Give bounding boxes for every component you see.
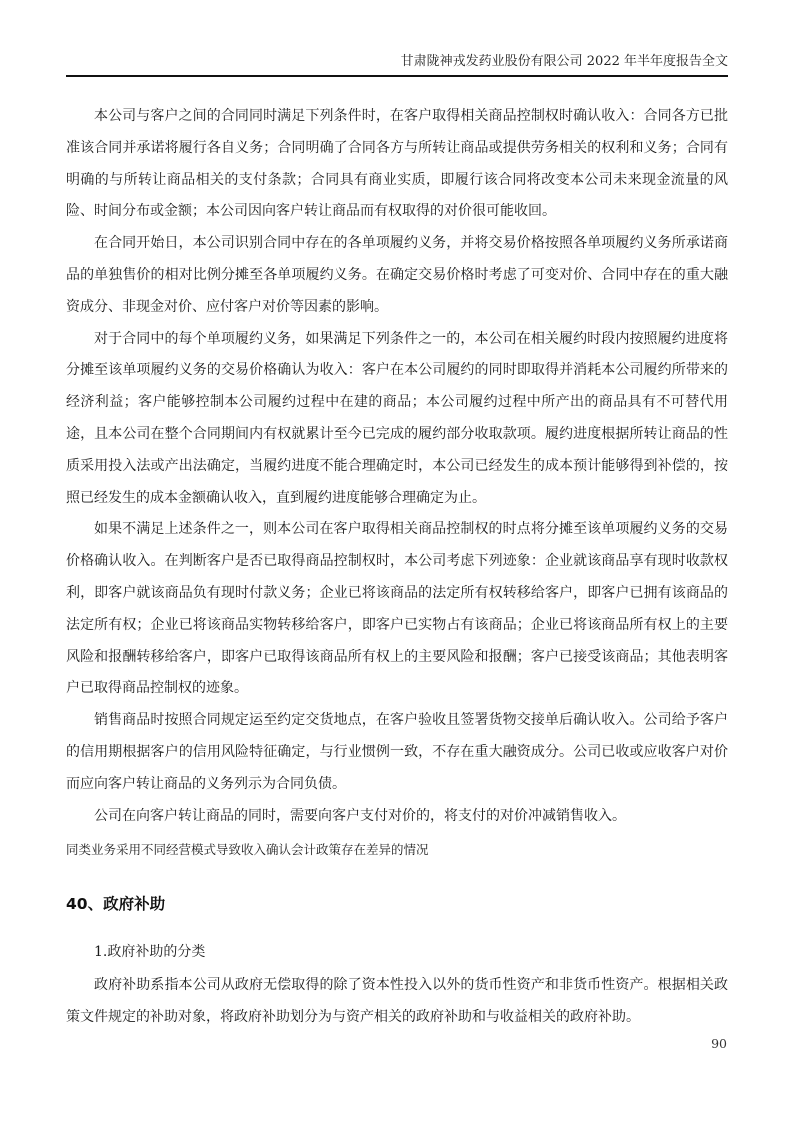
body-paragraph: 对于合同中的每个单项履约义务，如果满足下列条件之一的，本公司在相关履约时段内按照履约进度将分摊至该单项履约义务的交易价格确认为收入：客户在本公司履约的同时即取得并消耗本公司履约所带来的经济利益；客户能够控制本公司履约过程中在建的商品；本公司履约过程中所产出的商品具有不可替代用途，且本公司在整个合同期间内有权就累计至今已完成的履约部分收取款项。履约进度根据所转让商品的性质采用投入法或产出法确定，当履约进度不能合理确定时，本公司已经发生的成本预计能够得到补偿的，按照已经发生的成本金额确认收入，直到履约进度能够合理确定为止。: [66, 330, 728, 506]
body-paragraph: 销售商品时按照合同规定运至约定交货地点，在客户验收且签署货物交接单后确认收入。公司给予客户的信用期根据客户的信用风险特征确定，与行业惯例一致，不存在重大融资成分。公司已收或应收客户对价而应向客户转让商品的义务列示为合同负债。: [66, 712, 728, 792]
note-line: 同类业务采用不同经营模式导致收入确认会计政策存在差异的情况: [66, 842, 429, 858]
content-column: [66, 0, 728, 1034]
body-paragraph: 公司在向客户转让商品的同时，需要向客户支付对价的，将支付的对价冲减销售收入。: [94, 807, 626, 824]
subsection-paragraph: 政府补助系指本公司从政府无偿取得的除了资本性投入以外的货币性资产和非货币性资产。根据相关政策文件规定的补助对象，将政府补助划分为与资产相关的政府补助和与收益相关的政府补助。: [66, 977, 728, 1026]
header-title: 甘肃陇神戎发药业股份有限公司 2022 年半年度报告全文: [400, 54, 728, 69]
document-body: [66, 101, 728, 1034]
page-header: [66, 54, 728, 77]
page-number: 90: [711, 1036, 727, 1051]
section-heading-government-subsidy: 40、政府补助: [66, 895, 166, 914]
body-paragraph: 在合同开始日，本公司识别合同中存在的各单项履约义务，并将交易价格按照各单项履约义务所承诺商品的单独售价的相对比例分摊至各单项履约义务。在确定交易价格时考虑了可变对价、合同中存在的重大融资成分、非现金对价、应付客户对价等因素的影响。: [66, 235, 728, 315]
subsection-heading: 1.政府补助的分类: [94, 944, 206, 961]
body-paragraph: 如果不满足上述条件之一，则本公司在客户取得相关商品控制权的时点将分摊至该单项履约义务的交易价格确认收入。在判断客户是否已取得商品控制权时，本公司考虑下列迹象：企业就该商品享有现时收款权利，即客户就该商品负有现时付款义务；企业已将该商品的法定所有权转移给客户，即客户已拥有该商品的法定所有权；企业已将该商品实物转移给客户，即客户已实物占有该商品；企业已将该商品所有权上的主要风险和报酬转移给客户，即客户已取得该商品所有权上的主要风险和报酬；客户已接受该商品；其他表明客户已取得商品控制权的迹象。: [66, 521, 728, 697]
body-paragraph: 本公司与客户之间的合同同时满足下列条件时，在客户取得相关商品控制权时确认收入：合同各方已批准该合同并承诺将履行各自义务；合同明确了合同各方与所转让商品或提供劳务相关的权利和义务；合同有明确的与所转让商品相关的支付条款；合同具有商业实质，即履行该合同将改变本公司未来现金流量的风险、时间分布或金额；本公司因向客户转让商品而有权取得的对价很可能收回。: [66, 108, 728, 220]
